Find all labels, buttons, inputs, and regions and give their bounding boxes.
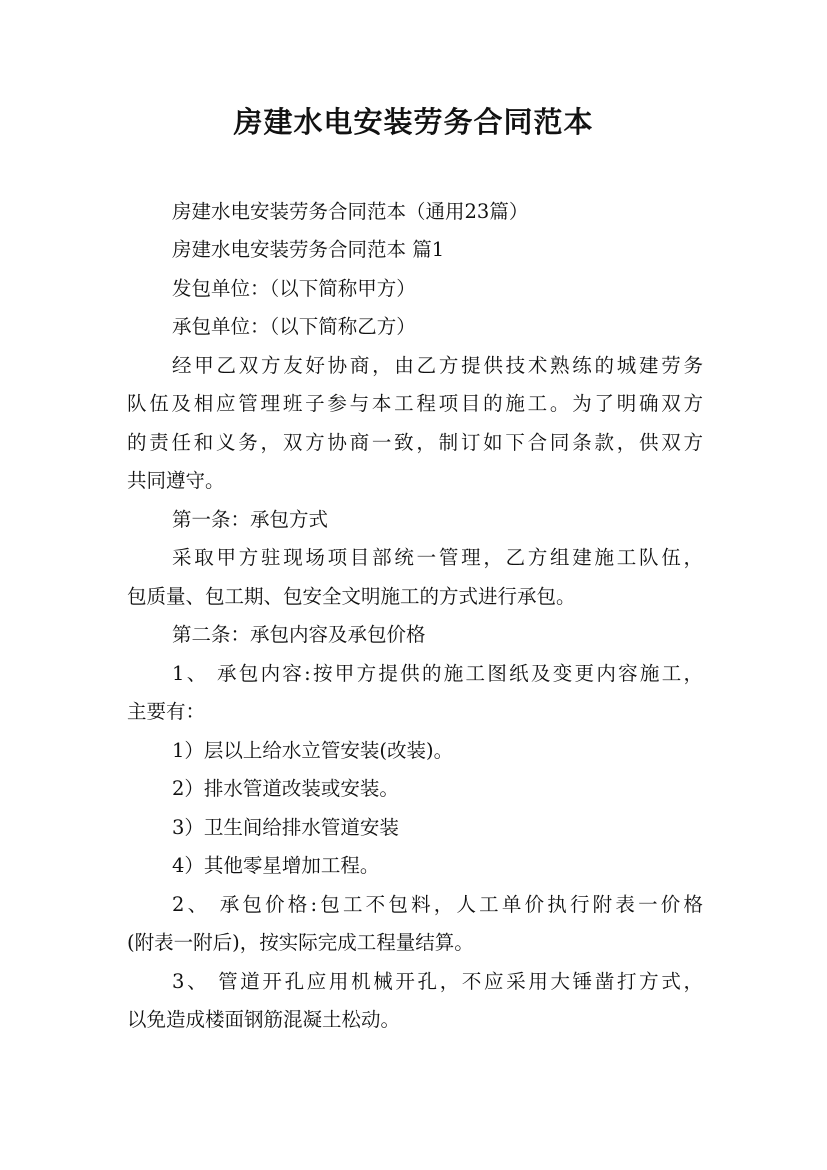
doc-line-paragraph: 主要有： xyxy=(127,700,206,723)
doc-line-paragraph: 经甲乙双方友好协商，由乙方提供技术熟练的城建劳务 xyxy=(172,354,703,377)
doc-line-list-item: 2、 承包价格:包工不包料，人工单价执行附表一价格 xyxy=(172,893,703,916)
doc-line-sub-item: 2）排水管道改装或安装。 xyxy=(172,777,399,800)
doc-line-list-item: 3、 管道开孔应用机械开孔，不应采用大锤凿打方式， xyxy=(172,970,703,993)
doc-line-sub-item: 3）卫生间给排水管道安装 xyxy=(172,816,399,839)
doc-line-employer: 发包单位：（以下简称甲方） xyxy=(172,277,416,300)
doc-line-sub-item: 1）层以上给水立管安装(改装)。 xyxy=(172,739,454,762)
doc-line-contractor: 承包单位：（以下简称乙方） xyxy=(172,315,416,338)
doc-line-paragraph: 采取甲方驻现场项目部统一管理，乙方组建施工队伍， xyxy=(172,546,703,569)
doc-line-article-heading: 第二条：承包内容及承包价格 xyxy=(172,623,426,646)
doc-line-sub-item: 4）其他零星增加工程。 xyxy=(172,854,380,877)
doc-line-paragraph: 队伍及相应管理班子参与本工程项目的施工。为了明确双方 xyxy=(127,392,703,415)
doc-line-article-heading: 第一条：承包方式 xyxy=(172,508,329,531)
doc-line-paragraph: (附表一附后)，按实际完成工程量结算。 xyxy=(127,931,474,954)
doc-line-subtitle: 房建水电安装劳务合同范本（通用23篇） xyxy=(172,200,529,223)
doc-line-list-item: 1、 承包内容:按甲方提供的施工图纸及变更内容施工， xyxy=(172,662,703,685)
doc-line-paragraph: 以免造成楼面钢筋混凝土松动。 xyxy=(127,1008,401,1031)
doc-line-paragraph: 共同遵守。 xyxy=(127,469,225,492)
document-title: 房建水电安装劳务合同范本 xyxy=(233,105,594,139)
doc-line-paragraph: 的责任和义务，双方协商一致，制订如下合同条款，供双方 xyxy=(127,431,703,454)
doc-line-paragraph: 包质量、包工期、包安全文明施工的方式进行承包。 xyxy=(127,585,576,608)
doc-line-section-heading: 房建水电安装劳务合同范本 篇1 xyxy=(172,238,445,261)
